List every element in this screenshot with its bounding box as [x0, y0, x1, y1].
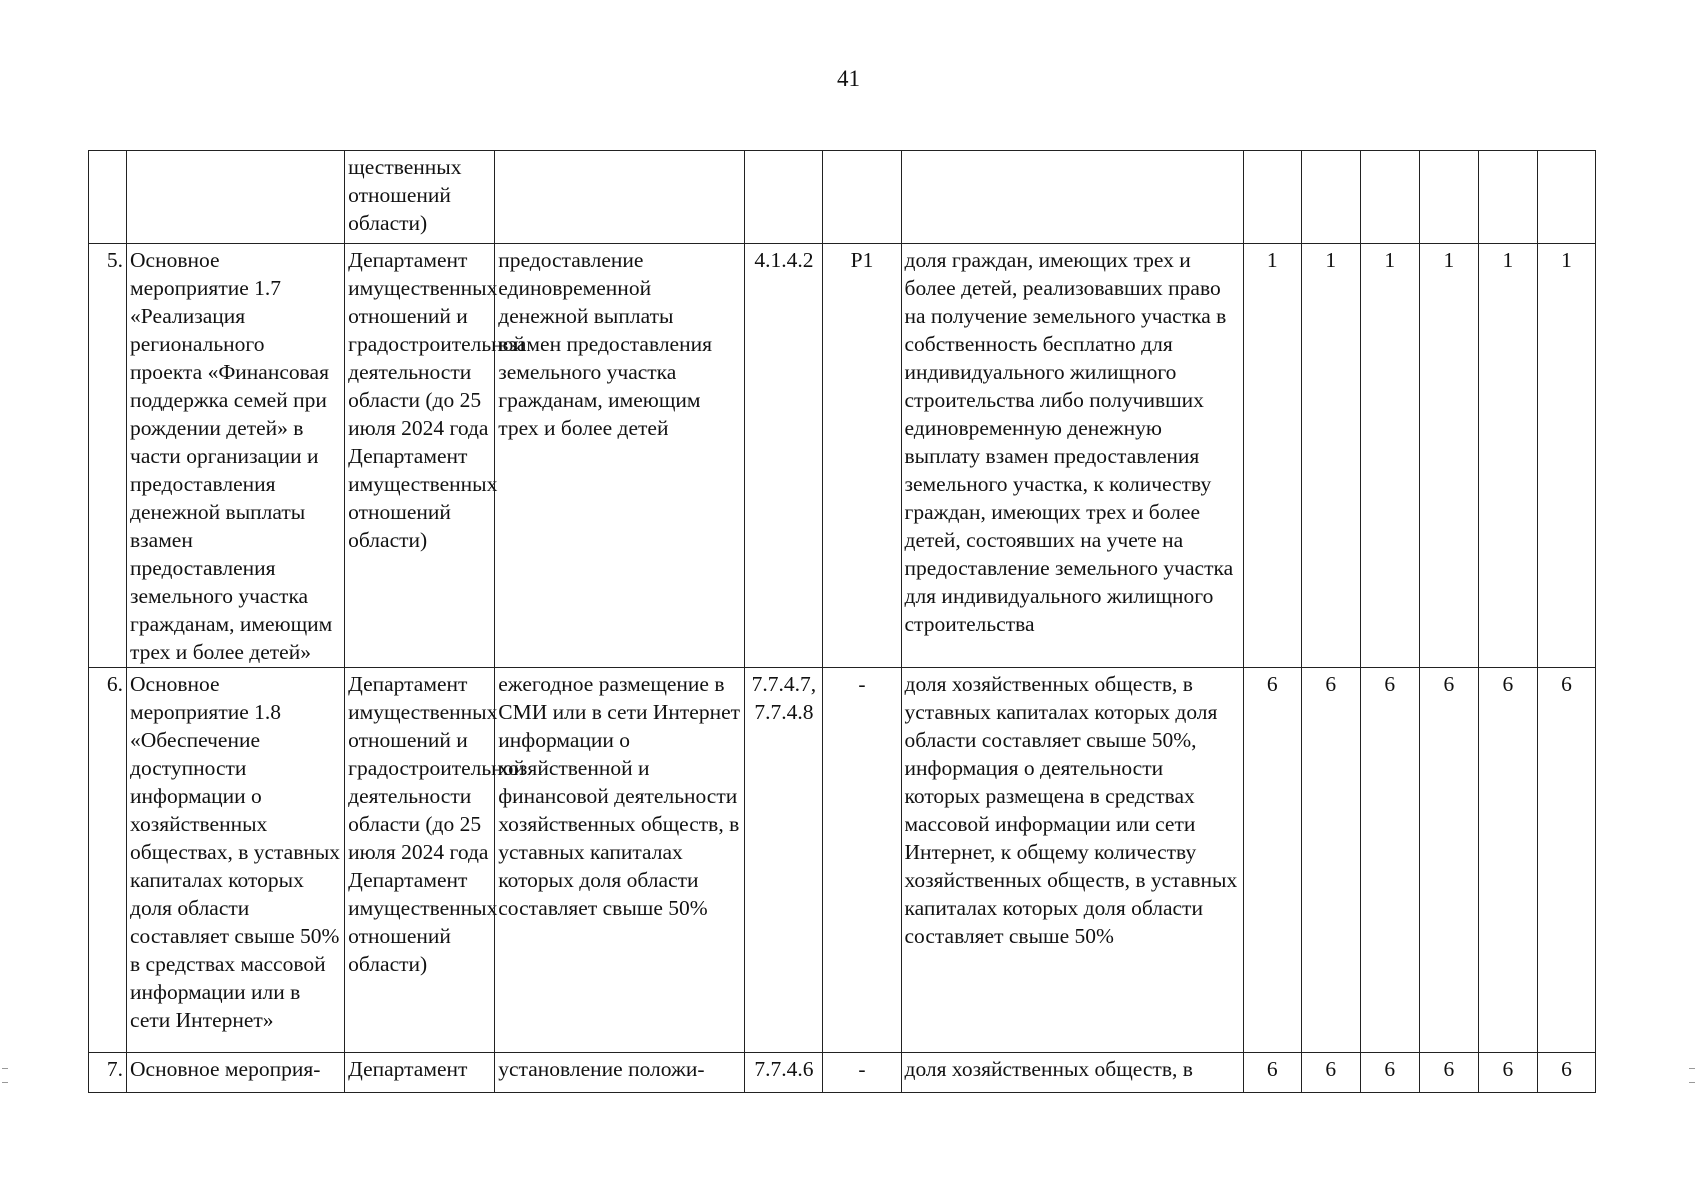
value-cell: 6 — [1243, 1053, 1301, 1093]
code-cell: 4.1.4.2 — [745, 244, 823, 668]
indicator-cell: доля хозяйственных обществ, в уставных капиталах которых доля области составляет свыше 50%, информация о деятельности которых размещена в средствах массовой информации или сети Интернет, к общему количеству хозяйственных обществ, в уставных капиталах которых доля области составляет свыше 50% — [901, 668, 1243, 1053]
cell-no — [89, 151, 127, 244]
row-number: 7. — [89, 1053, 127, 1093]
value-cell: 6 — [1478, 668, 1537, 1053]
result-cell: установление положи- — [495, 1053, 745, 1093]
project-cell: Р1 — [823, 244, 901, 668]
executor-cell: Департамент имущественных отношений и градостроительной деятельности области (до 25 июля 2024 года Департамент имущественных отношений области) — [345, 668, 495, 1053]
cell-value — [1537, 151, 1595, 244]
value-cell: 1 — [1301, 244, 1360, 668]
table-row — [89, 244, 1596, 668]
value-cell: 1 — [1243, 244, 1301, 668]
cell-result — [495, 151, 745, 244]
cell-value — [1301, 151, 1360, 244]
value-cell: 6 — [1419, 1053, 1478, 1093]
cell-indicator — [901, 151, 1243, 244]
value-cell: 6 — [1537, 668, 1595, 1053]
table-row — [89, 668, 1596, 1053]
cell-code — [745, 151, 823, 244]
value-cell: 6 — [1301, 668, 1360, 1053]
result-cell: предоставление единовременной денежной выплаты взамен предоставления земельного участка гражданам, имеющим трех и более детей — [495, 244, 745, 668]
project-cell: - — [823, 668, 901, 1053]
page-number: 41 — [837, 66, 860, 91]
project-cell: - — [823, 1053, 901, 1093]
value-cell: 6 — [1537, 1053, 1595, 1093]
value-cell: 6 — [1243, 668, 1301, 1053]
result-cell: ежегодное размещение в СМИ или в сети Интернет информации о хозяйственной и финансовой деятельности хозяйственных обществ, в уставных капиталах которых доля области составляет свыше 50% — [495, 668, 745, 1053]
code-cell: 7.7.4.6 — [745, 1053, 823, 1093]
cell-p — [823, 151, 901, 244]
executor-cell: Департамент — [345, 1053, 495, 1093]
indicator-cell: доля граждан, имеющих трех и более детей, реализовавших право на получение земельного участка в собственность бесплатно для индивидуального жилищного строительства либо получивших единовременную денежную выплату взамен предоставления земельного участка, к количеству граждан, имеющих трех и более детей, состоявших на учете на предоставление земельного участка для индивидуального жилищного строительства — [901, 244, 1243, 668]
value-cell: 1 — [1537, 244, 1595, 668]
row-number: 5. — [89, 244, 127, 668]
cell-measure — [127, 151, 345, 244]
table-row-continuation — [89, 151, 1596, 244]
value-cell: 6 — [1360, 1053, 1419, 1093]
value-cell: 6 — [1301, 1053, 1360, 1093]
table-row — [89, 1053, 1596, 1093]
value-cell: 1 — [1419, 244, 1478, 668]
measure-cell: Основное мероприятие 1.7 «Реализация регионального проекта «Финансовая поддержка семей при рождении детей» в части организации и предоставления денежной выплаты взамен предоставления земельного участка гражданам, имеющим трех и более детей» — [127, 244, 345, 668]
value-cell: 1 — [1360, 244, 1419, 668]
code-cell: 7.7.4.7, 7.7.4.8 — [745, 668, 823, 1053]
cell-value — [1360, 151, 1419, 244]
program-measures-table — [88, 150, 1596, 1093]
cell-executor: щественных отношений области) — [345, 151, 495, 244]
cell-value — [1478, 151, 1537, 244]
value-cell: 6 — [1419, 668, 1478, 1053]
scan-mark-left — [2, 1082, 8, 1083]
measure-cell: Основное мероприя- — [127, 1053, 345, 1093]
indicator-cell: доля хозяйственных обществ, в — [901, 1053, 1243, 1093]
cell-value — [1419, 151, 1478, 244]
value-cell: 1 — [1478, 244, 1537, 668]
row-number: 6. — [89, 668, 127, 1053]
executor-cell: Департамент имущественных отношений и градостроительной деятельности области (до 25 июля 2024 года Департамент имущественных отношений области) — [345, 244, 495, 668]
cell-value — [1243, 151, 1301, 244]
measure-cell: Основное мероприятие 1.8 «Обеспечение доступности информации о хозяйственных обществах, в уставных капиталах которых доля области составляет свыше 50% в средствах массовой информации или в сети Интернет» — [127, 668, 345, 1053]
value-cell: 6 — [1360, 668, 1419, 1053]
scan-mark-right — [1689, 1082, 1695, 1083]
scan-mark-right — [1689, 1068, 1695, 1069]
value-cell: 6 — [1478, 1053, 1537, 1093]
scan-mark-left — [2, 1068, 8, 1069]
